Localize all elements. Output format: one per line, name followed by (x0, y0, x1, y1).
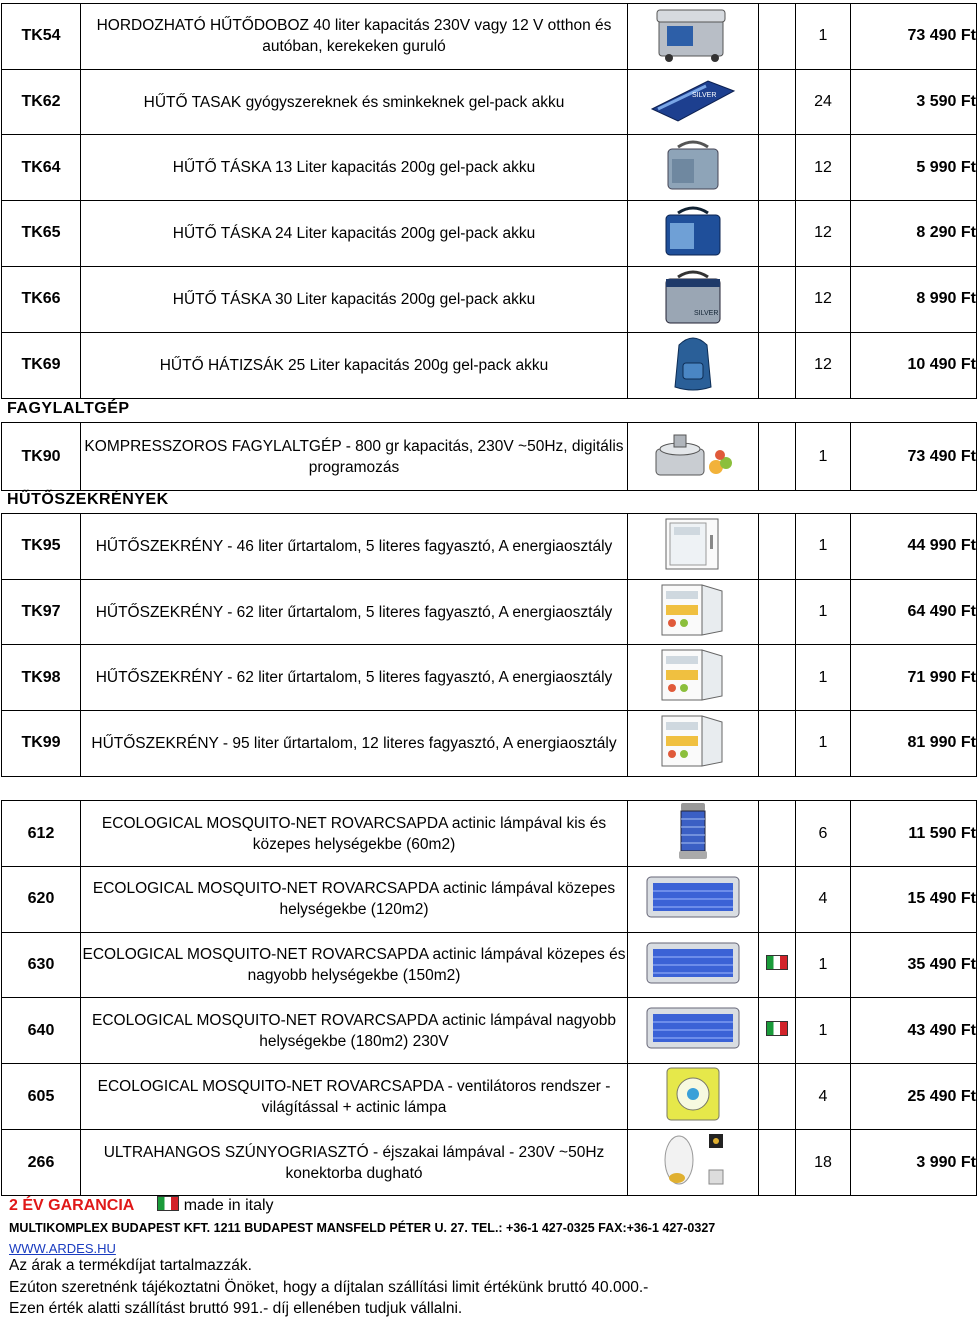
product-image-cell (628, 423, 759, 491)
fridge-open-icon (628, 712, 758, 775)
product-description: KOMPRESSZOROS FAGYLALTGÉP - 800 gr kapacitás, 230V ~50Hz, digitális programozás (81, 423, 628, 491)
product-image-cell (628, 514, 759, 580)
section-title-fridges: HŰTŐSZEKRÉNYEK (7, 491, 169, 508)
product-code: 630 (2, 932, 81, 998)
company-info: MULTIKOMPLEX BUDAPEST KFT. 1211 BUDAPEST MANSFELD PÉTER U. 27. TEL.: +36-1 427-0325 FAX:+36-1 427-0327 (9, 1221, 716, 1235)
fridge-table (1, 513, 977, 777)
flag-cell (759, 135, 796, 201)
cooler-table-body (2, 4, 977, 399)
product-price: 25 490 Ft (851, 1064, 977, 1130)
cooler-bag-13l-icon (628, 137, 758, 198)
product-quantity: 12 (796, 135, 851, 201)
product-price: 8 290 Ft (851, 201, 977, 267)
product-row (2, 266, 977, 332)
product-price: 73 490 Ft (851, 423, 977, 491)
flag-cell (759, 711, 796, 777)
product-quantity: 1 (796, 932, 851, 998)
fan-insect-trap-icon (628, 1064, 758, 1129)
product-code: TK90 (2, 423, 81, 491)
product-description: ECOLOGICAL MOSQUITO-NET ROVARCSAPDA - ventilátoros rendszer - világítással + actinic lámpa (81, 1064, 628, 1130)
product-price: 43 490 Ft (851, 998, 977, 1064)
product-quantity: 4 (796, 867, 851, 933)
cooling-pouch-icon (628, 75, 758, 130)
product-price: 11 590 Ft (851, 801, 977, 867)
italy-flag-icon (766, 955, 788, 970)
product-description: ECOLOGICAL MOSQUITO-NET ROVARCSAPDA actinic lámpával kis és közepes helységekbe (60m2) (81, 801, 628, 867)
guarantee-line (9, 1196, 274, 1215)
product-description: HŰTŐ TÁSKA 30 Liter kapacitás 200g gel-pack akku (81, 266, 628, 332)
product-quantity: 12 (796, 266, 851, 332)
product-price: 10 490 Ft (851, 332, 977, 398)
product-code: TK65 (2, 201, 81, 267)
fridge-open-icon (628, 581, 758, 644)
product-quantity: 12 (796, 201, 851, 267)
icecream-table-body (2, 423, 977, 491)
price-note: Az árak a termékdíjat tartalmazzák. (9, 1257, 252, 1274)
flag-cell (759, 867, 796, 933)
product-row (2, 4, 977, 70)
product-code: TK62 (2, 69, 81, 135)
product-image-cell (628, 711, 759, 777)
ultrasonic-repeller-icon (628, 1130, 758, 1195)
product-quantity: 4 (796, 1064, 851, 1130)
cooler-bag-24l-icon (628, 203, 758, 264)
flag-cell (759, 1130, 796, 1196)
product-image-cell (628, 69, 759, 135)
product-image-cell (628, 867, 759, 933)
product-quantity: 1 (796, 711, 851, 777)
flag-cell (759, 423, 796, 491)
product-row (2, 998, 977, 1064)
flag-cell (759, 932, 796, 998)
product-description: HŰTŐSZEKRÉNY - 95 liter űrtartalom, 12 literes fagyasztó, A energiaosztály (81, 711, 628, 777)
product-price: 44 990 Ft (851, 514, 977, 580)
flag-cell (759, 332, 796, 398)
product-row (2, 932, 977, 998)
product-quantity: 6 (796, 801, 851, 867)
product-code: 612 (2, 801, 81, 867)
product-image-cell (628, 645, 759, 711)
product-row (2, 645, 977, 711)
product-image-cell (628, 266, 759, 332)
product-code: TK64 (2, 135, 81, 201)
product-description: ULTRAHANGOS SZÚNYOGRIASZTÓ - éjszakai lámpával - 230V ~50Hz konektorba dugható (81, 1130, 628, 1196)
product-price: 15 490 Ft (851, 867, 977, 933)
fridge-open-icon (628, 646, 758, 709)
product-row (2, 514, 977, 580)
product-quantity: 1 (796, 998, 851, 1064)
product-description: HŰTŐSZEKRÉNY - 62 liter űrtartalom, 5 literes fagyasztó, A energiaosztály (81, 645, 628, 711)
product-row (2, 135, 977, 201)
flag-cell (759, 514, 796, 580)
product-quantity: 1 (796, 579, 851, 645)
product-description: HŰTŐ TÁSKA 24 Liter kapacitás 200g gel-pack akku (81, 201, 628, 267)
flag-cell (759, 201, 796, 267)
mosquito-table (1, 800, 977, 1196)
mini-fridge-icon (628, 515, 758, 578)
product-row (2, 1064, 977, 1130)
product-description: HŰTŐ TASAK gyógyszereknek és sminkeknek gel-pack akku (81, 69, 628, 135)
flag-cell (759, 998, 796, 1064)
insect-trap-wall-icon (628, 871, 758, 928)
product-row (2, 579, 977, 645)
product-code: 605 (2, 1064, 81, 1130)
product-quantity: 24 (796, 69, 851, 135)
flag-cell (759, 4, 796, 70)
product-code: TK98 (2, 645, 81, 711)
product-row (2, 801, 977, 867)
product-description: ECOLOGICAL MOSQUITO-NET ROVARCSAPDA actinic lámpával közepes helységekbe (120m2) (81, 867, 628, 933)
product-price: 64 490 Ft (851, 579, 977, 645)
svg-text:SILVER: SILVER (694, 309, 719, 317)
product-quantity: 1 (796, 645, 851, 711)
product-description: ECOLOGICAL MOSQUITO-NET ROVARCSAPDA actinic lámpával nagyobb helységekbe (180m2) 230V (81, 998, 628, 1064)
product-code: 620 (2, 867, 81, 933)
flag-cell (759, 801, 796, 867)
product-price: 8 990 Ft (851, 266, 977, 332)
product-description: HŰTŐSZEKRÉNY - 62 liter űrtartalom, 5 literes fagyasztó, A energiaosztály (81, 579, 628, 645)
cooler-backpack-icon (628, 333, 758, 398)
product-code: TK95 (2, 514, 81, 580)
flag-cell (759, 1064, 796, 1130)
product-code: TK66 (2, 266, 81, 332)
italy-flag-icon (157, 1196, 179, 1211)
product-row (2, 69, 977, 135)
product-description: HŰTŐSZEKRÉNY - 46 liter űrtartalom, 5 literes fagyasztó, A energiaosztály (81, 514, 628, 580)
product-code: TK69 (2, 332, 81, 398)
portable-cooler-box-icon (628, 6, 758, 67)
product-row (2, 711, 977, 777)
product-price: 81 990 Ft (851, 711, 977, 777)
product-quantity: 12 (796, 332, 851, 398)
product-row (2, 201, 977, 267)
product-image-cell (628, 201, 759, 267)
cooler-table (1, 3, 977, 399)
product-image-cell (628, 1064, 759, 1130)
product-code: 266 (2, 1130, 81, 1196)
shipping-fee-note: Ezen érték alatti szállítást bruttó 991.- díj ellenében tudjuk vállalni. (9, 1300, 463, 1317)
product-image-cell (628, 932, 759, 998)
product-image-cell (628, 4, 759, 70)
product-image-cell (628, 332, 759, 398)
product-quantity: 1 (796, 4, 851, 70)
product-price: 35 490 Ft (851, 932, 977, 998)
product-description: HORDOZHATÓ HŰTŐDOBOZ 40 liter kapacitás 230V vagy 12 V otthon és autóban, kerekeken guruló (81, 4, 628, 70)
mosquito-table-body (2, 801, 977, 1196)
insect-trap-wall-icon (628, 937, 758, 994)
flag-cell (759, 266, 796, 332)
cooler-bag-30l-icon (628, 267, 758, 332)
flag-cell (759, 645, 796, 711)
product-quantity: 1 (796, 423, 851, 491)
product-description: ECOLOGICAL MOSQUITO-NET ROVARCSAPDA actinic lámpával közepes és nagyobb helységekbe (150m2) (81, 932, 628, 998)
insect-trap-wall-icon (628, 1002, 758, 1059)
insect-trap-tower-icon (628, 801, 758, 866)
product-description: HŰTŐ TÁSKA 13 Liter kapacitás 200g gel-pack akku (81, 135, 628, 201)
product-code: TK97 (2, 579, 81, 645)
product-price: 3 990 Ft (851, 1130, 977, 1196)
product-image-cell (628, 579, 759, 645)
product-price: 71 990 Ft (851, 645, 977, 711)
product-image-cell (628, 998, 759, 1064)
flag-cell (759, 69, 796, 135)
product-row (2, 1130, 977, 1196)
flag-cell (759, 579, 796, 645)
product-quantity: 1 (796, 514, 851, 580)
product-image-cell (628, 801, 759, 867)
product-row (2, 423, 977, 491)
product-row (2, 867, 977, 933)
product-quantity: 18 (796, 1130, 851, 1196)
section-title-icecream: FAGYLALTGÉP (7, 400, 130, 417)
shipping-note: Ezúton szeretnénk tájékoztatni Önöket, hogy a díjtalan szállítási limit értékünk bruttó 40.000.- (9, 1279, 649, 1296)
ice-cream-machine-icon (628, 429, 758, 484)
product-code: TK99 (2, 711, 81, 777)
product-row (2, 332, 977, 398)
italy-flag-icon (766, 1021, 788, 1036)
product-code: TK54 (2, 4, 81, 70)
product-price: 3 590 Ft (851, 69, 977, 135)
made-in-text: made in italy (183, 1197, 274, 1214)
product-code: 640 (2, 998, 81, 1064)
product-price: 73 490 Ft (851, 4, 977, 70)
svg-text:SILVER: SILVER (692, 91, 717, 99)
guarantee-text: 2 ÉV GARANCIA (9, 1197, 135, 1214)
product-image-cell (628, 1130, 759, 1196)
website-link[interactable]: WWW.ARDES.HU (9, 1241, 116, 1256)
product-price: 5 990 Ft (851, 135, 977, 201)
icecream-table (1, 422, 977, 491)
product-description: HŰTŐ HÁTIZSÁK 25 Liter kapacitás 200g gel-pack akku (81, 332, 628, 398)
product-image-cell (628, 135, 759, 201)
fridge-table-body (2, 514, 977, 777)
